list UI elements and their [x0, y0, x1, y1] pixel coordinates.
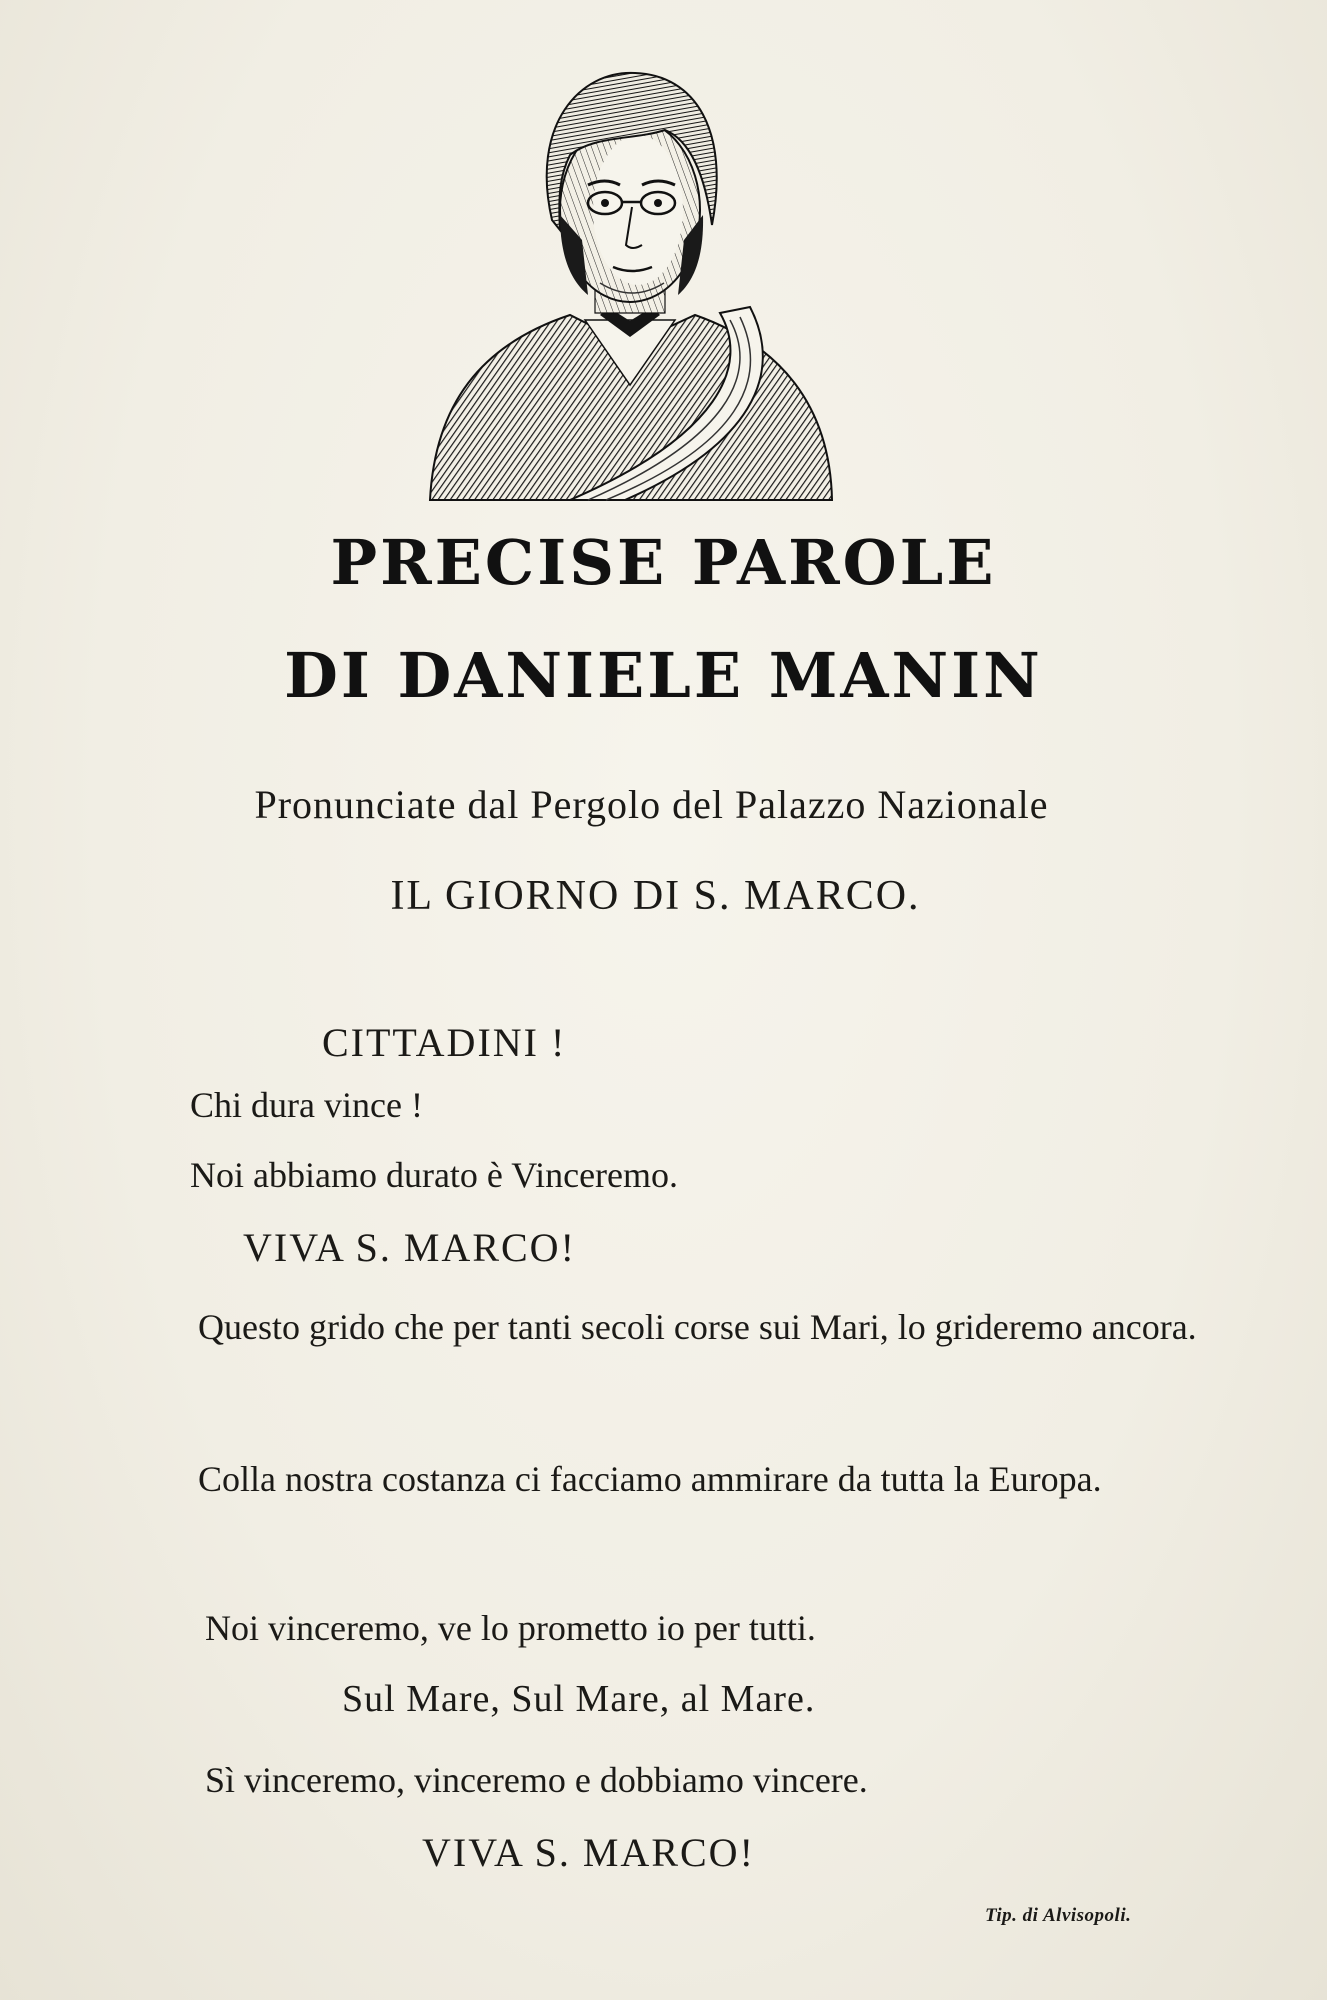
speech-paragraph-1: Questo grido che per tanti secoli corse sui Mari, lo grideremo ancora. — [198, 1307, 1197, 1347]
speech-line-5: Sì vinceremo, vinceremo e dobbiamo vincere. — [205, 1760, 868, 1800]
speech-line-2: Noi abbiamo durato è Vinceremo. — [190, 1155, 679, 1195]
speech-line-1: Chi dura vince ! — [190, 1085, 423, 1125]
speech-address: CITTADINI ! — [322, 1020, 567, 1065]
heading-line-1: PRECISE PAROLE — [330, 526, 997, 599]
speech-cry-1: VIVA S. MARCO! — [243, 1225, 576, 1270]
speech-line-3: Noi vinceremo, ve lo prometto io per tutti. — [205, 1608, 816, 1648]
speech-cry-2: VIVA S. MARCO! — [422, 1830, 755, 1875]
speech-line-4: Sul Mare, Sul Mare, al Mare. — [342, 1678, 816, 1720]
subheading-line-2: IL GIORNO DI S. MARCO. — [390, 873, 921, 919]
subheading-line-1: Pronunciate dal Pergolo del Palazzo Nazionale — [254, 782, 1049, 827]
speech-paragraph-2: Colla nostra costanza ci facciamo ammirare da tutta la Europa. — [198, 1459, 1102, 1499]
printer-imprint: Tip. di Alvisopoli. — [985, 1905, 1132, 1926]
heading-line-2: DI DANIELE MANIN — [284, 639, 1043, 712]
portrait-engraving-icon — [420, 45, 840, 510]
